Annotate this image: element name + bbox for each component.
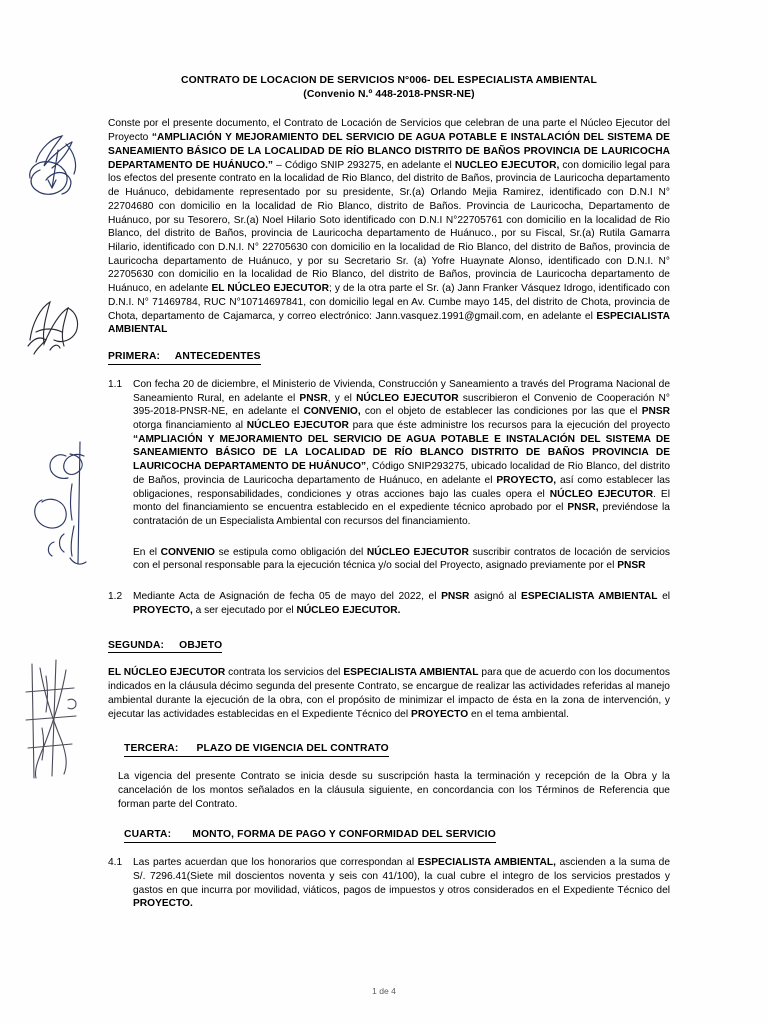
c11-pnsr3: PNSR, bbox=[567, 502, 599, 514]
seg-nucleo: EL NÚCLEO EJECUTOR bbox=[108, 667, 226, 679]
seg-c: en el tema ambiental. bbox=[468, 708, 569, 720]
c13-a: Mediante Acta de Asignación de fecha 05 de mayo del 2022, el bbox=[133, 591, 442, 603]
document-title-line-1: CONTRATO DE LOCACION DE SERVICIOS N°006- DEL ESPECIALISTA AMBIENTAL bbox=[181, 75, 597, 86]
c12-a: En el bbox=[133, 546, 161, 558]
clause-1-1-text bbox=[133, 378, 670, 529]
preamble-text-c: con domicilio legal para los efectos del presente contrato en la localidad de Rio Blanco, del distrito de Baños, provincia de Lauricocha departamento de Huánuco, debidamente representado por su presidente, Sr.(a) Orlando Mejia Ramirez, identificado con D.N.I N° 22704680 con domicilio en la localidad de Rio Blanco, distrito de Baños. Provincia de Lauricocha, Departamento de Huánuco, por su Tesorero, Sr.(a) Noel Hilario Soto identificado con D.N.I N°22705761 con domicilio en la localidad de Rio Blanco, del distrito de Baños, provincia de Lauricocha departamento de Huánuco., por su Fiscal, Sr.(a) Rutila Gamarra Hilario, identificado con D.N.I. N° 22705630 con domicilio en la localidad de Rio Blanco, del distrito de Baños, provincia de Lauricocha departamento de Huánuco, y por su Secretario Sr. (a) Yofre Huaynate Alonso, identificado con D.N.I. N° 22705630 con domicilio en la localidad de Rio Blanco, del distrito de Baños, provincia de Lauricocha departamento de Huánuco, en adelante bbox=[108, 159, 670, 295]
c12-pnsr: PNSR bbox=[617, 560, 646, 572]
preamble-el-nucleo-ejecutor: EL NÚCLEO EJECUTOR bbox=[211, 283, 329, 295]
section-heading-tercera: TERCERA: PLAZO DE VIGENCIA DEL CONTRATO bbox=[124, 743, 389, 757]
clause-4-1 bbox=[108, 856, 670, 911]
preamble-nucleo-ejecutor: NUCLEO EJECUTOR, bbox=[454, 159, 560, 171]
signature-mark-secretary bbox=[22, 658, 102, 788]
section-cuarta-heading-wrap bbox=[124, 824, 670, 843]
c11-project: “AMPLIACIÓN Y MEJORAMIENTO DEL SERVICIO DE AGUA POTABLE E INSTALACIÓN DEL SISTEMA DE SANEAMIENTO BÁSICO DE LA LOCALIDAD DE RÍO BLANCO DISTRITO DE BAÑOS PROVINCIA DE LAURICOCHA DEPARTAMENTO DE HUÁNUCO” bbox=[133, 433, 670, 473]
clause-1-1 bbox=[108, 378, 670, 529]
c11-convenio: CONVENIO, bbox=[303, 406, 361, 418]
c41-proyecto: PROYECTO. bbox=[133, 898, 193, 910]
c11-d: con el objeto de establecer las condiciones por las que el bbox=[360, 406, 642, 418]
c13-proyecto: PROYECTO, bbox=[133, 604, 193, 616]
preamble-text-b: – Código SNIP 293275, en adelante el bbox=[273, 159, 455, 171]
c11-c: suscribieron el Convenio de Cooperación N° 395-2018-PNSR-NE, en adelante el bbox=[133, 392, 670, 418]
c11-nucleo2: NÚCLEO EJECUTOR bbox=[246, 419, 349, 431]
clause-1-1-number: 1.1 bbox=[108, 378, 123, 390]
c13-pnsr: PNSR bbox=[441, 591, 470, 603]
seg-especialista: ESPECIALISTA AMBIENTAL bbox=[343, 667, 479, 679]
c11-nucleo3: NÚCLEO EJECUTOR bbox=[549, 488, 654, 500]
section-primera-heading-wrap bbox=[108, 346, 670, 365]
preamble-project-name: “AMPLIACIÓN Y MEJORAMIENTO DEL SERVICIO DE AGUA POTABLE E INSTALACIÓN DEL SISTEMA DE SANEAMIENTO BÁSICO DE LA LOCALIDAD DE RÍO BLANCO DISTRITO DE BAÑOS PROVINCIA DE LAURICOCHA DEPARTAMENTO DE HUÁNUCO.” bbox=[108, 132, 670, 171]
c41-b: ascienden a la suma de S/. 7296.41(Siete mil doscientos noventa y seis con 41/100), la cual cubre el integro de los servicios prestados y gastos en que incurra por movilidad, viáticos, pagos de impuestos y otros considerados en el Expediente Técnico del bbox=[133, 857, 671, 896]
clause-1-2-number: 1.2 bbox=[108, 591, 123, 603]
c12-c: suscribir contratos de locación de servicios con el personal responsable para la ejecución técnica y/o social del Proyecto, asignado previamente por el bbox=[133, 546, 670, 572]
signature-mark-fiscal bbox=[24, 438, 102, 572]
document-text-column bbox=[108, 74, 670, 911]
page-number-footer: 1 de 4 bbox=[372, 986, 396, 996]
clause-1-1-continuation-text bbox=[133, 546, 670, 573]
c13-c: el bbox=[657, 591, 671, 603]
c13-especialista: ESPECIALISTA AMBIENTAL bbox=[521, 591, 658, 603]
c11-g: , Código SNIP293275, ubicado localidad de Rio Blanco, del distrito de Baños, provincia de Lauricocha departamento de Huánuco, en adelante el bbox=[133, 461, 670, 486]
c41-a: Las partes acuerdan que los honorarios que correspondan al bbox=[133, 857, 418, 869]
c11-f: para que éste administre los recursos para la ejecución del proyecto bbox=[348, 419, 671, 431]
c11-b: , y el bbox=[327, 392, 357, 404]
seg-b: para que de acuerdo con los documentos indicados en la cláusula décimo segunda del presente Contrato, se encargue de realizar las actividades referidas al manejo ambiental durante la ejecución de la obra, con el propósito de minimizar el impacto de ésta en la zona de intervención, y ejecutar las actividades establecidas en el Expediente Técnico del bbox=[108, 667, 670, 720]
section-tercera-paragraph: La vigencia del presente Contrato se inicia desde su suscripción hasta la terminación y recepción de la Obra y la cancelación de los montos señalados en la cláusula siguiente, en concordancia con los Términos de Referencia que forman parte del Contrato. bbox=[118, 771, 670, 810]
c11-e: otorga financiamiento al bbox=[133, 419, 247, 431]
c12-nucleo: NÚCLEO EJECUTOR bbox=[366, 546, 469, 558]
c11-nucleo: NÚCLEO EJECUTOR bbox=[356, 392, 459, 404]
document-title bbox=[108, 74, 670, 101]
c11-proyecto: PROYECTO, bbox=[496, 474, 557, 486]
document-title-line-2: (Convenio N.º 448-2018-PNSR-NE) bbox=[303, 88, 475, 100]
signature-mark-treasurer bbox=[20, 288, 96, 358]
section-segunda-heading-wrap bbox=[108, 635, 670, 654]
clause-1-2 bbox=[108, 590, 670, 617]
c11-pnsr: PNSR bbox=[299, 392, 328, 404]
section-heading-primera: PRIMERA: ANTECEDENTES bbox=[108, 351, 261, 365]
c11-j: previéndose la contratación de un Especialista Ambiental con recursos del financiamiento. bbox=[133, 502, 670, 528]
preamble-especialista-ambiental: ESPECIALISTA AMBIENTAL bbox=[108, 310, 670, 336]
c12-convenio: CONVENIO bbox=[160, 546, 215, 558]
c11-h: así como establecer las obligaciones, responsabilidades, condiciones y otras acciones bajo las cuales opera el bbox=[133, 474, 670, 500]
clause-4-1-number: 4.1 bbox=[108, 857, 123, 869]
preamble-text-a: Conste por el presente documento, el Contrato de Locación de Servicios que celebran de una parte el Núcleo Ejecutor del Proyecto bbox=[108, 118, 670, 144]
c11-i: . El monto del financiamiento se encuentra establecido en el expediente técnico aprobado por el bbox=[133, 488, 670, 514]
section-heading-cuarta: CUARTA: MONTO, FORMA DE PAGO Y CONFORMIDAD DEL SERVICIO bbox=[124, 829, 496, 843]
clause-4-1-text bbox=[133, 856, 670, 911]
seg-proyecto: PROYECTO bbox=[411, 708, 469, 720]
signature-mark-president bbox=[22, 128, 102, 208]
c12-b: se estipula como obligación del bbox=[214, 546, 367, 558]
section-tercera-heading-wrap bbox=[124, 738, 670, 757]
c13-b: asignó al bbox=[469, 591, 522, 603]
clause-continuation-spacer bbox=[108, 546, 133, 573]
c13-nucleo: NÚCLEO EJECUTOR. bbox=[296, 604, 401, 616]
c11-pnsr2: PNSR bbox=[641, 406, 670, 418]
section-segunda-paragraph bbox=[108, 666, 670, 721]
preamble-paragraph bbox=[108, 117, 670, 337]
preamble-text-d: ; y de la otra parte el Sr. (a) Jann Franker Vásquez Idrogo, identificado con D.N.I. N° 71469784, RUC N°10714697841, con domicilio legal en Av. Cumbe mayo 145, del distrito de Chota, provincia de Chota, departamento de Cajamarca, y correo electrónico: Jann.vasquez.1991@gmail.com, en adelante el bbox=[108, 283, 670, 322]
c13-d: a ser ejecutado por el bbox=[192, 604, 297, 616]
clause-1-1-continuation bbox=[108, 546, 670, 573]
c41-especialista: ESPECIALISTA AMBIENTAL, bbox=[417, 857, 556, 869]
clause-1-2-text bbox=[133, 590, 670, 617]
seg-a: contrata los servicios del bbox=[225, 667, 344, 679]
section-heading-segunda: SEGUNDA: OBJETO bbox=[108, 640, 222, 654]
c11-a: Con fecha 20 de diciembre, el Ministerio de Vivienda, Construcción y Saneamiento a través del Programa Nacional de Saneamiento Rural, en adelante el bbox=[133, 378, 670, 404]
